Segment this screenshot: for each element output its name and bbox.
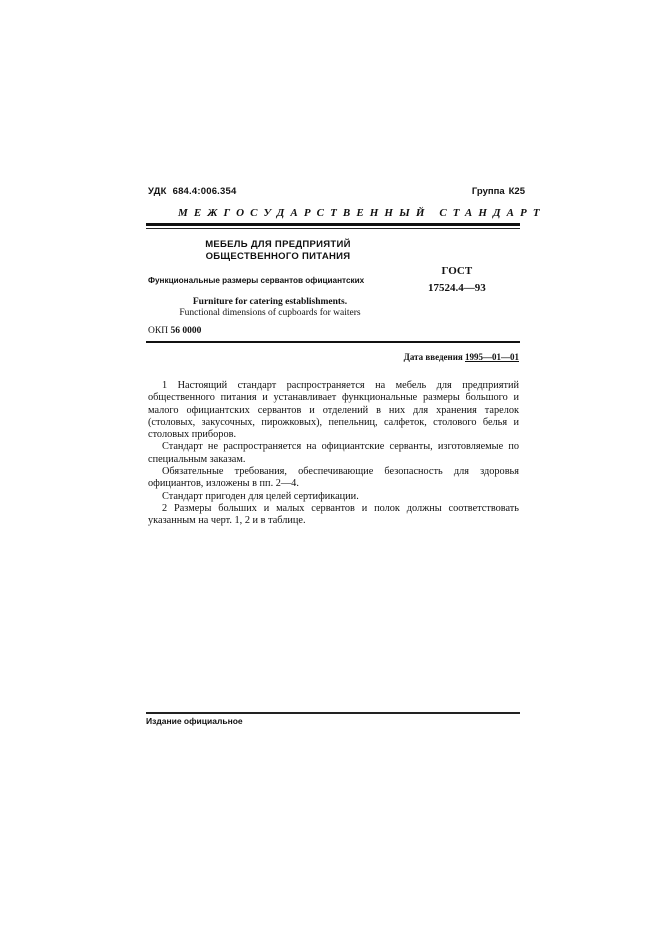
footer-rule xyxy=(146,712,520,714)
group-code xyxy=(472,186,525,197)
paragraph-5: 2 Размеры больших и малых сервантов и полок должны соответствовать указанным на черт. 1, 2 и в таблице. xyxy=(148,502,519,527)
title-russian-line1: МЕБЕЛЬ ДЛЯ ПРЕДПРИЯТИЙ xyxy=(205,239,351,250)
subtitle-russian: Функциональные размеры сервантов официантских xyxy=(148,276,365,285)
header-rule-thin xyxy=(146,228,520,229)
title-russian xyxy=(178,239,378,263)
gost-label: ГОСТ xyxy=(441,265,473,277)
group-label: Группа xyxy=(471,186,505,197)
okp-value: 56 0000 xyxy=(170,326,202,336)
title-russian-line2: ОБЩЕСТВЕННОГО ПИТАНИЯ xyxy=(205,251,351,262)
date-value: 1995—01—01 xyxy=(465,352,519,362)
paragraph-3: Обязательные требования, обеспечивающие безопасность для здоровья официантов, изложены в пп. 2—4. xyxy=(148,466,519,490)
interstate-standard-heading: МЕЖГОСУДАРСТВЕННЫЙ СТАНДАРТ xyxy=(178,207,546,219)
official-edition-note: Издание официальное xyxy=(146,716,243,726)
udk-code xyxy=(148,186,236,197)
document-body xyxy=(148,380,519,528)
gost-designation xyxy=(428,263,486,297)
gost-number: 17524.4—93 xyxy=(428,282,486,294)
introduction-date xyxy=(404,352,519,362)
date-label: Дата введения xyxy=(403,352,463,362)
header-rule-thick xyxy=(146,223,520,226)
paragraph-1: 1 Настоящий стандарт распространяется на мебель для предприятий общественного питания и устанавливает функциональные размеры большого и малого официантских сервантов и отделений в них для хранения тарелок (столовых, закусочных, пирожковых), пепельниц, салфеток, столового белья и столовых приборов. xyxy=(148,380,519,441)
title-english-line2: Functional dimensions of cupboards for waiters xyxy=(179,308,361,318)
okp-label: ОКП xyxy=(148,326,169,336)
title-english-line1: Furniture for catering establishments. xyxy=(192,297,348,307)
paragraph-2: Стандарт не распространяется на официантские серванты, изготовляемые по специальным заказам. xyxy=(148,441,519,465)
okp-rule xyxy=(146,341,520,343)
udk-value: 684.4:006.354 xyxy=(172,186,237,197)
udk-label: УДК xyxy=(148,186,167,197)
title-english xyxy=(148,297,392,319)
paragraph-4: Стандарт пригоден для целей сертификации. xyxy=(162,490,359,502)
group-value: К25 xyxy=(508,186,525,197)
okp-code xyxy=(148,326,201,336)
